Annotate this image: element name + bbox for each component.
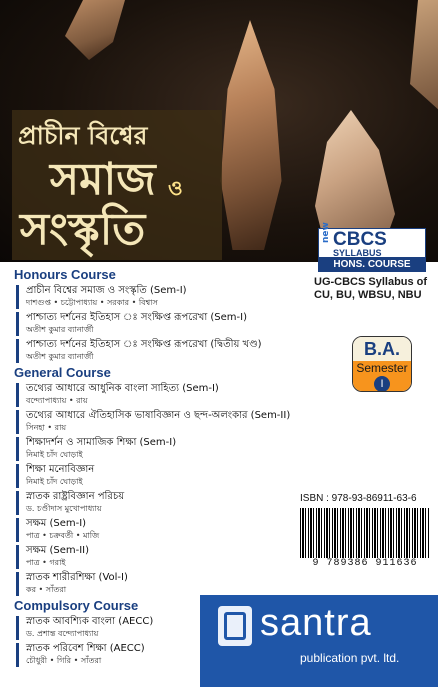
- artifact-image: [215, 20, 285, 250]
- book-title: স্নাতক আবশ্যিক বাংলা (AECC): [26, 616, 154, 627]
- book-title-connector: ও: [168, 176, 183, 200]
- book-authors: নিমাই চাঁদ ঘোড়াই: [26, 450, 83, 459]
- book-title-line1: প্রাচীন বিশ্বের: [18, 121, 148, 150]
- book-title: শিক্ষা মনোবিজ্ঞান: [26, 464, 95, 475]
- book-entry: [14, 436, 304, 460]
- book-authors: অতীশ কুমার ব্যানার্জী: [26, 325, 94, 334]
- section-title: General Course: [14, 365, 111, 380]
- artifact-image: [65, 0, 125, 60]
- entry-bar: [16, 572, 19, 596]
- publisher-subtitle: publication pvt. ltd.: [300, 651, 400, 665]
- book-title: তথ্যের আধারে আধুনিক বাংলা সাহিত্য (Sem-I): [26, 383, 219, 394]
- book-authors: ড. প্রশান্ত বন্দ্যোপাধ্যায়: [26, 629, 99, 638]
- book-authors: চৌধুরী • গিরি • সাঁতরা: [26, 656, 102, 665]
- entry-bar: [16, 491, 19, 515]
- isbn-label: ISBN : 978-93-86911-63-6: [300, 493, 417, 504]
- book-title-line2: সমাজ: [50, 154, 156, 205]
- book-title: শিক্ষাদর্শন ও সামাজিক শিক্ষা (Sem-I): [26, 437, 177, 448]
- entry-bar: [16, 616, 19, 640]
- book-title: স্নাতক পরিবেশ শিক্ষা (AECC): [26, 643, 145, 654]
- book-title: পাশ্চাত্য দর্শনের ইতিহাস ঃ সংক্ষিপ্ত রূপরেখা (দ্বিতীয় খণ্ড): [26, 339, 262, 350]
- book-entry: [14, 338, 304, 362]
- entry-bar: [16, 312, 19, 336]
- book-authors: অতীশ কুমার ব্যানার্জী: [26, 352, 94, 361]
- entry-bar: [16, 339, 19, 363]
- entry-bar: [16, 285, 19, 309]
- publisher-logo-mark: [224, 612, 246, 640]
- section-title: Compulsory Course: [14, 598, 139, 613]
- artifact-image: [410, 0, 438, 120]
- ug-syllabus-note: UG-CBCS Syllabus of CU, BU, WBSU, NBU: [314, 276, 428, 301]
- book-entry: [14, 544, 304, 568]
- book-title-line3: সংস্কৃতি: [20, 204, 146, 255]
- entry-bar: [16, 545, 19, 569]
- ba-semester-number: I: [374, 376, 390, 392]
- ba-semester-badge: [352, 336, 412, 392]
- ba-semester-label: Semester: [356, 361, 408, 375]
- barcode-digits: 9 789386 911636: [312, 558, 418, 569]
- book-title: স্নাতক শারীরশিক্ষা (Vol-I): [26, 572, 128, 583]
- book-title: স্নাতক রাষ্ট্রবিজ্ঞান পরিচয়: [26, 491, 125, 502]
- entry-bar: [16, 518, 19, 542]
- book-entry: [14, 284, 304, 308]
- book-authors: সিনহা • রায়: [26, 423, 67, 432]
- book-authors: নিমাই চাঁদ ঘোড়াই: [26, 477, 83, 486]
- publisher-name: santra: [260, 602, 372, 644]
- entry-bar: [16, 383, 19, 407]
- book-authors: দাশগুপ্ত • চট্টোপাধ্যায় • সরকার • বিশ্বাস: [26, 298, 158, 307]
- book-title: প্রাচীন বিশ্বের সমাজ ও সংস্কৃতি (Sem-I): [26, 285, 187, 296]
- book-authors: ড. চণ্ডীদাস মুখোপাধ্যায়: [26, 504, 102, 513]
- entry-bar: [16, 437, 19, 461]
- book-entry: [14, 311, 304, 335]
- book-entry: [14, 463, 304, 487]
- book-title: তথ্যের আধারে ঐতিহাসিক ভাষাবিজ্ঞান ও ছন্দ-অলংকার (Sem-II): [26, 410, 291, 421]
- ba-degree: B.A.: [353, 337, 411, 361]
- book-authors: কর • সাঁতরা: [26, 585, 67, 594]
- badge-cbcs-label: CBCS: [333, 229, 387, 250]
- entry-bar: [16, 464, 19, 488]
- book-authors: বন্দ্যোপাধ্যায় • রায়: [26, 396, 88, 405]
- hons-course-label: HONS. COURSE: [318, 258, 426, 272]
- book-authors: পাত্র • গরাই: [26, 558, 66, 567]
- book-title: পাশ্চাত্য দর্শনের ইতিহাস ঃ সংক্ষিপ্ত রূপরেখা (Sem-I): [26, 312, 248, 323]
- book-authors: পাত্র • চক্রবর্তী • মাজি: [26, 531, 100, 540]
- section-title: Honours Course: [14, 267, 116, 282]
- ba-semester-block: [353, 361, 411, 392]
- badge-syllabus-label: SYLLABUS: [333, 248, 382, 258]
- entry-bar: [16, 410, 19, 434]
- entry-bar: [16, 643, 19, 667]
- book-entry: [14, 409, 304, 433]
- book-title: সক্ষম (Sem-II): [26, 545, 89, 556]
- cover-photo: [0, 0, 438, 262]
- badge-new-label: new: [321, 222, 331, 243]
- book-entry: [14, 517, 304, 541]
- cbcs-badge: [318, 222, 426, 258]
- barcode-image: [300, 508, 430, 558]
- book-entry: [14, 490, 304, 514]
- book-title: সক্ষম (Sem-I): [26, 518, 87, 529]
- book-entry: [14, 571, 304, 595]
- book-entry: [14, 382, 304, 406]
